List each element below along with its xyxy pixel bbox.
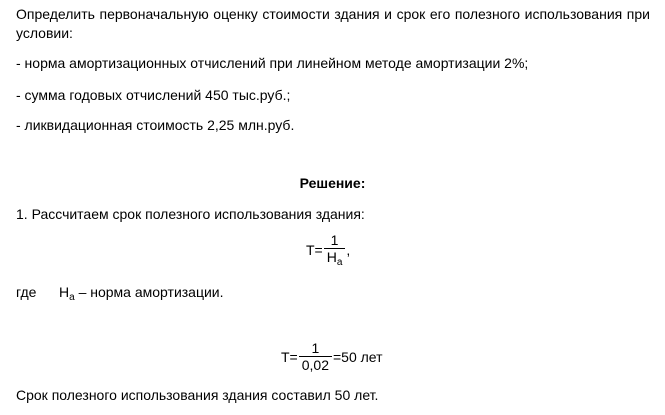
problem-line-2: условии: bbox=[16, 25, 73, 41]
solution-heading: Решение: bbox=[299, 175, 366, 191]
formula-result-fraction bbox=[299, 340, 332, 373]
formula-result-numerator: 1 bbox=[311, 340, 320, 356]
where-text: – норма амортизации. bbox=[74, 284, 224, 300]
where-word: где bbox=[16, 284, 37, 300]
denominator-symbol: Н bbox=[326, 249, 337, 265]
bullet-rate: - норма амортизационных отчислений при линейном методе амортизации 2%; bbox=[16, 55, 529, 71]
solution-step-1: 1. Рассчитаем срок полезного использования здания: bbox=[16, 206, 365, 222]
formula-result bbox=[281, 340, 383, 373]
where-symbol-subscript: а bbox=[69, 292, 75, 303]
formula-term-fraction bbox=[324, 232, 346, 268]
formula-result-lhs: T= bbox=[281, 348, 298, 365]
formula-term-denominator bbox=[324, 249, 346, 268]
solution-conclusion: Срок полезного использования здания составил 50 лет. bbox=[16, 387, 379, 403]
formula-term-numerator: 1 bbox=[330, 232, 339, 248]
bullet-annual: - сумма годовых отчислений 450 тыс.руб.; bbox=[16, 87, 291, 103]
denominator-subscript: а bbox=[336, 257, 343, 268]
where-definition bbox=[16, 283, 224, 304]
formula-term-tail: , bbox=[346, 242, 351, 258]
formula-result-denominator: 0,02 bbox=[301, 357, 329, 373]
formula-term bbox=[306, 232, 350, 268]
formula-result-rhs: =50 лет bbox=[332, 348, 383, 365]
bullet-salvage: - ликвидационная стоимость 2,25 млн.руб. bbox=[16, 117, 295, 133]
where-symbol: Н bbox=[59, 284, 70, 300]
formula-term-lhs: T= bbox=[306, 242, 323, 258]
problem-line-1: Определить первоначальную оценку стоимости здания и срок его полезного использования при bbox=[16, 6, 650, 22]
